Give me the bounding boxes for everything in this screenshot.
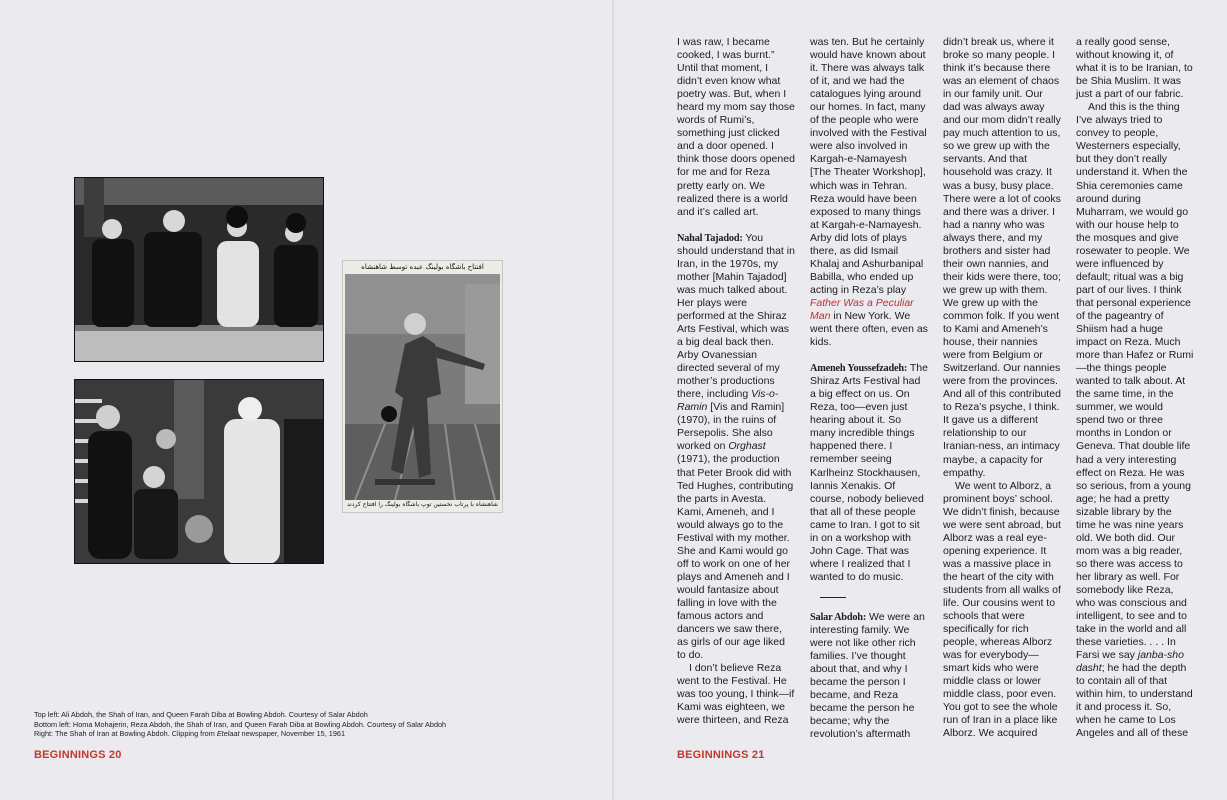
farsi-phrase: janba-sho dasht [1076, 649, 1184, 675]
text-run: You should understand that in Iran, in the 1970s, my mother [Mahin Tajadod] was much talked about. Her plays were performed at the Shiraz Arts Festival, which was a big deal back then. Arby Ovanessian directed several of my mother’s productions there, including [677, 231, 795, 401]
title-orghast: Orghast [728, 440, 766, 453]
photo-reza-with-queen [74, 379, 324, 564]
text-run: The Shiraz Arts Festival had a big effect on us. On Reza, too—even just hearing about it. So many incredible things happened there. I remember seeing Karlheinz Stockhausen, Iannis Xenakis. Of course, nobody believed that all of these people came to Iran. I got to sit in on a workshop with John Cage. That was where I realized that I wanted to do music. [810, 362, 928, 583]
text-run: (1971), the production that Peter Brook did with Ted Hughes, contributing the parts in Avesta. Kami, Ameneh, and I would always go to the Festival with my mother. She and Kami would go off to work on one of her plays and Ameneh and I would fantasize about falling in love with the famous actors and dancers we saw there, as girls of our age liked to do. [677, 453, 794, 662]
text-run: [Vis and Ramin] (1970), in the ruins of Persepolis. She also worked on [677, 401, 785, 453]
text-run: ; he had the depth to contain all of that within him, to understand it and process it. So, when he came to Los Angeles and all of these [1076, 662, 1193, 740]
right-page [614, 0, 1227, 800]
speaker-name: Salar Abdoh: [810, 611, 867, 623]
caption-right-suffix: newspaper, November 15, 1961 [239, 729, 345, 739]
paragraph: I was raw, I became cooked, I was burnt.” Until that moment, I didn’t even know what poetry was. But, when I heard my mom say those words of Rumi’s, something just clicked and a door opened. I think those doors opened for me and for Reza pretty early on. We realized there is a world and it’s called art. [677, 36, 795, 218]
paragraph-salar [810, 611, 928, 741]
caption-right [34, 729, 554, 739]
text-column-1 [677, 36, 795, 727]
caption-bottom-left: Bottom left: Homa Mohajerin, Reza Abdoh, the Shah of Iran, and Queen Farah Diba at Bowling Abdoh. Courtesy of Salar Abdoh [34, 719, 447, 729]
text-column-2 [810, 36, 928, 741]
paragraph: didn’t break us, where it broke so many people. I think it’s because there was an element of chaos in our family unit. Our dad was always away and our mom didn’t really pay much attention to us, so we grew up with the servants. And that household was crazy. It was a busy, busy place. There were a lot of cooks and there was a driver. I had a nanny who was always there, and my brothers and sister had their own nannies, and their kids were there, too; we grew up with them. We grew up with the common folk. If you went to Kami and Ameneh’s house, their nannies were from Belgium or Switzerland. Our nannies were from the provinces. And all of this contributed to Reza’s psyche, I think. It gave us a different relationship to our Iranian-ness, an intimacy maybe, a capacity for empathy. [943, 36, 1061, 479]
folio-right: BEGINNINGS 21 [677, 749, 765, 761]
newspaper-clipping [342, 260, 503, 513]
paragraph: a really good sense, without knowing it, of what it is to be Iranian, to be Shia Muslim. It was just a part of our fabric. [1076, 36, 1193, 101]
paragraph: I don’t believe Reza went to the Festival. He was too young, I think—if Kami was eighteen, we were thirteen, and Reza [677, 662, 795, 727]
title-vis-o-ramin: Vis-o-Ramin [677, 388, 779, 414]
clipping-headline: افتتاح باشگاه بولینگ عبده توسط شاهنشاه [361, 263, 484, 271]
section-divider [820, 597, 846, 598]
paragraph-ameneh [810, 362, 928, 584]
clipping-caption: شاهنشاه با پرتاب نخستین توپ باشگاه بولینگ را افتتاح کردند [347, 501, 498, 508]
photo-captions [34, 710, 554, 739]
caption-right-prefix: Right: The Shah of Iran at Bowling Abdoh. Clipping from [34, 729, 217, 739]
caption-top-left: Top left: Ali Abdoh, the Shah of Iran, and Queen Farah Diba at Bowling Abdoh. Courtesy of Salar Abdoh [34, 710, 368, 719]
photo-top-left [74, 177, 324, 362]
speaker-name: Nahal Tajadod: [677, 232, 743, 244]
speaker-name: Ameneh Youssefzadeh: [810, 363, 908, 375]
paragraph [810, 36, 928, 349]
clipping-photo [345, 274, 500, 500]
paragraph: We went to Alborz, a prominent boys’ school. We didn’t finish, because we were sent abroad, but Alborz was a real eye-opening experience. It was a massive place in the heart of the city with students from all walks of life. Our cousins went to schools that were specifically for rich people, whereas Alborz was for everybody—smart kids who were middle class or lower middle class, poor even. You got to see the whole run of Iran in a place like Alborz. We acquired [943, 479, 1061, 740]
text-run: And this is the thing I’ve always tried to convey to people, Westerners especially, but they don’t really understand it. When the Shia ceremonies came around during Muharram, we would go with our house help to the mosques and give rosewater to people. We were influenced by default; ritual was a big part of our lives. I think that personal experience of the pageantry of Shiism had a huge impact on Reza. Much more than Hafez or Rumi—the things people wanted to talk about. At the same time, in the summer, we would spend two or three months in London or Geneva. That double life had a very interesting effect on Reza. He was so serious, from a young age; he had a pretty sizable library by the time he was nine years old. We both did. Our mom was a big reader, so there was access to her library as well. For somebody like Reza, who was conscious and intelligent, to see and to take in the world and all these varieties. . . . In Farsi we say [1076, 101, 1194, 662]
play-title-link[interactable]: Father Was a Peculiar Man [810, 296, 914, 322]
photo-bottom-left [74, 379, 324, 564]
folio-left: BEGINNINGS 20 [34, 749, 122, 761]
text-column-3 [943, 36, 1061, 741]
paragraph-nahal [677, 232, 795, 663]
text-run: was ten. But he certainly would have known about it. There was always talk of it, and we had the catalogues lying around our homes. In fact, many of the people who were involved with the Festival were also involved in Kargah-e-Namayesh [The Theater Workshop], which was in Tehran. Reza would have been exposed to many things at Kargah-e-Namayesh. Arby did lots of plays there, as did Ismail Khalaj and Ashurbanipal Babilla, who ended up acting in Reza’s play [810, 36, 927, 296]
paragraph [1076, 101, 1194, 740]
text-column-4 [1076, 36, 1194, 741]
photo-shah-queen-bowling [74, 177, 324, 362]
text-run: We were an interesting family. We were not like other rich families. I’ve thought about that, and why I became the person I became, and Reza became the person he became; why the revolution’s aftermath [810, 610, 925, 741]
text-run: in New York. We went there often, even as kids. [810, 309, 928, 349]
caption-right-newspaper: Etelaat [216, 729, 240, 739]
photo-shah-bowling [345, 274, 500, 500]
